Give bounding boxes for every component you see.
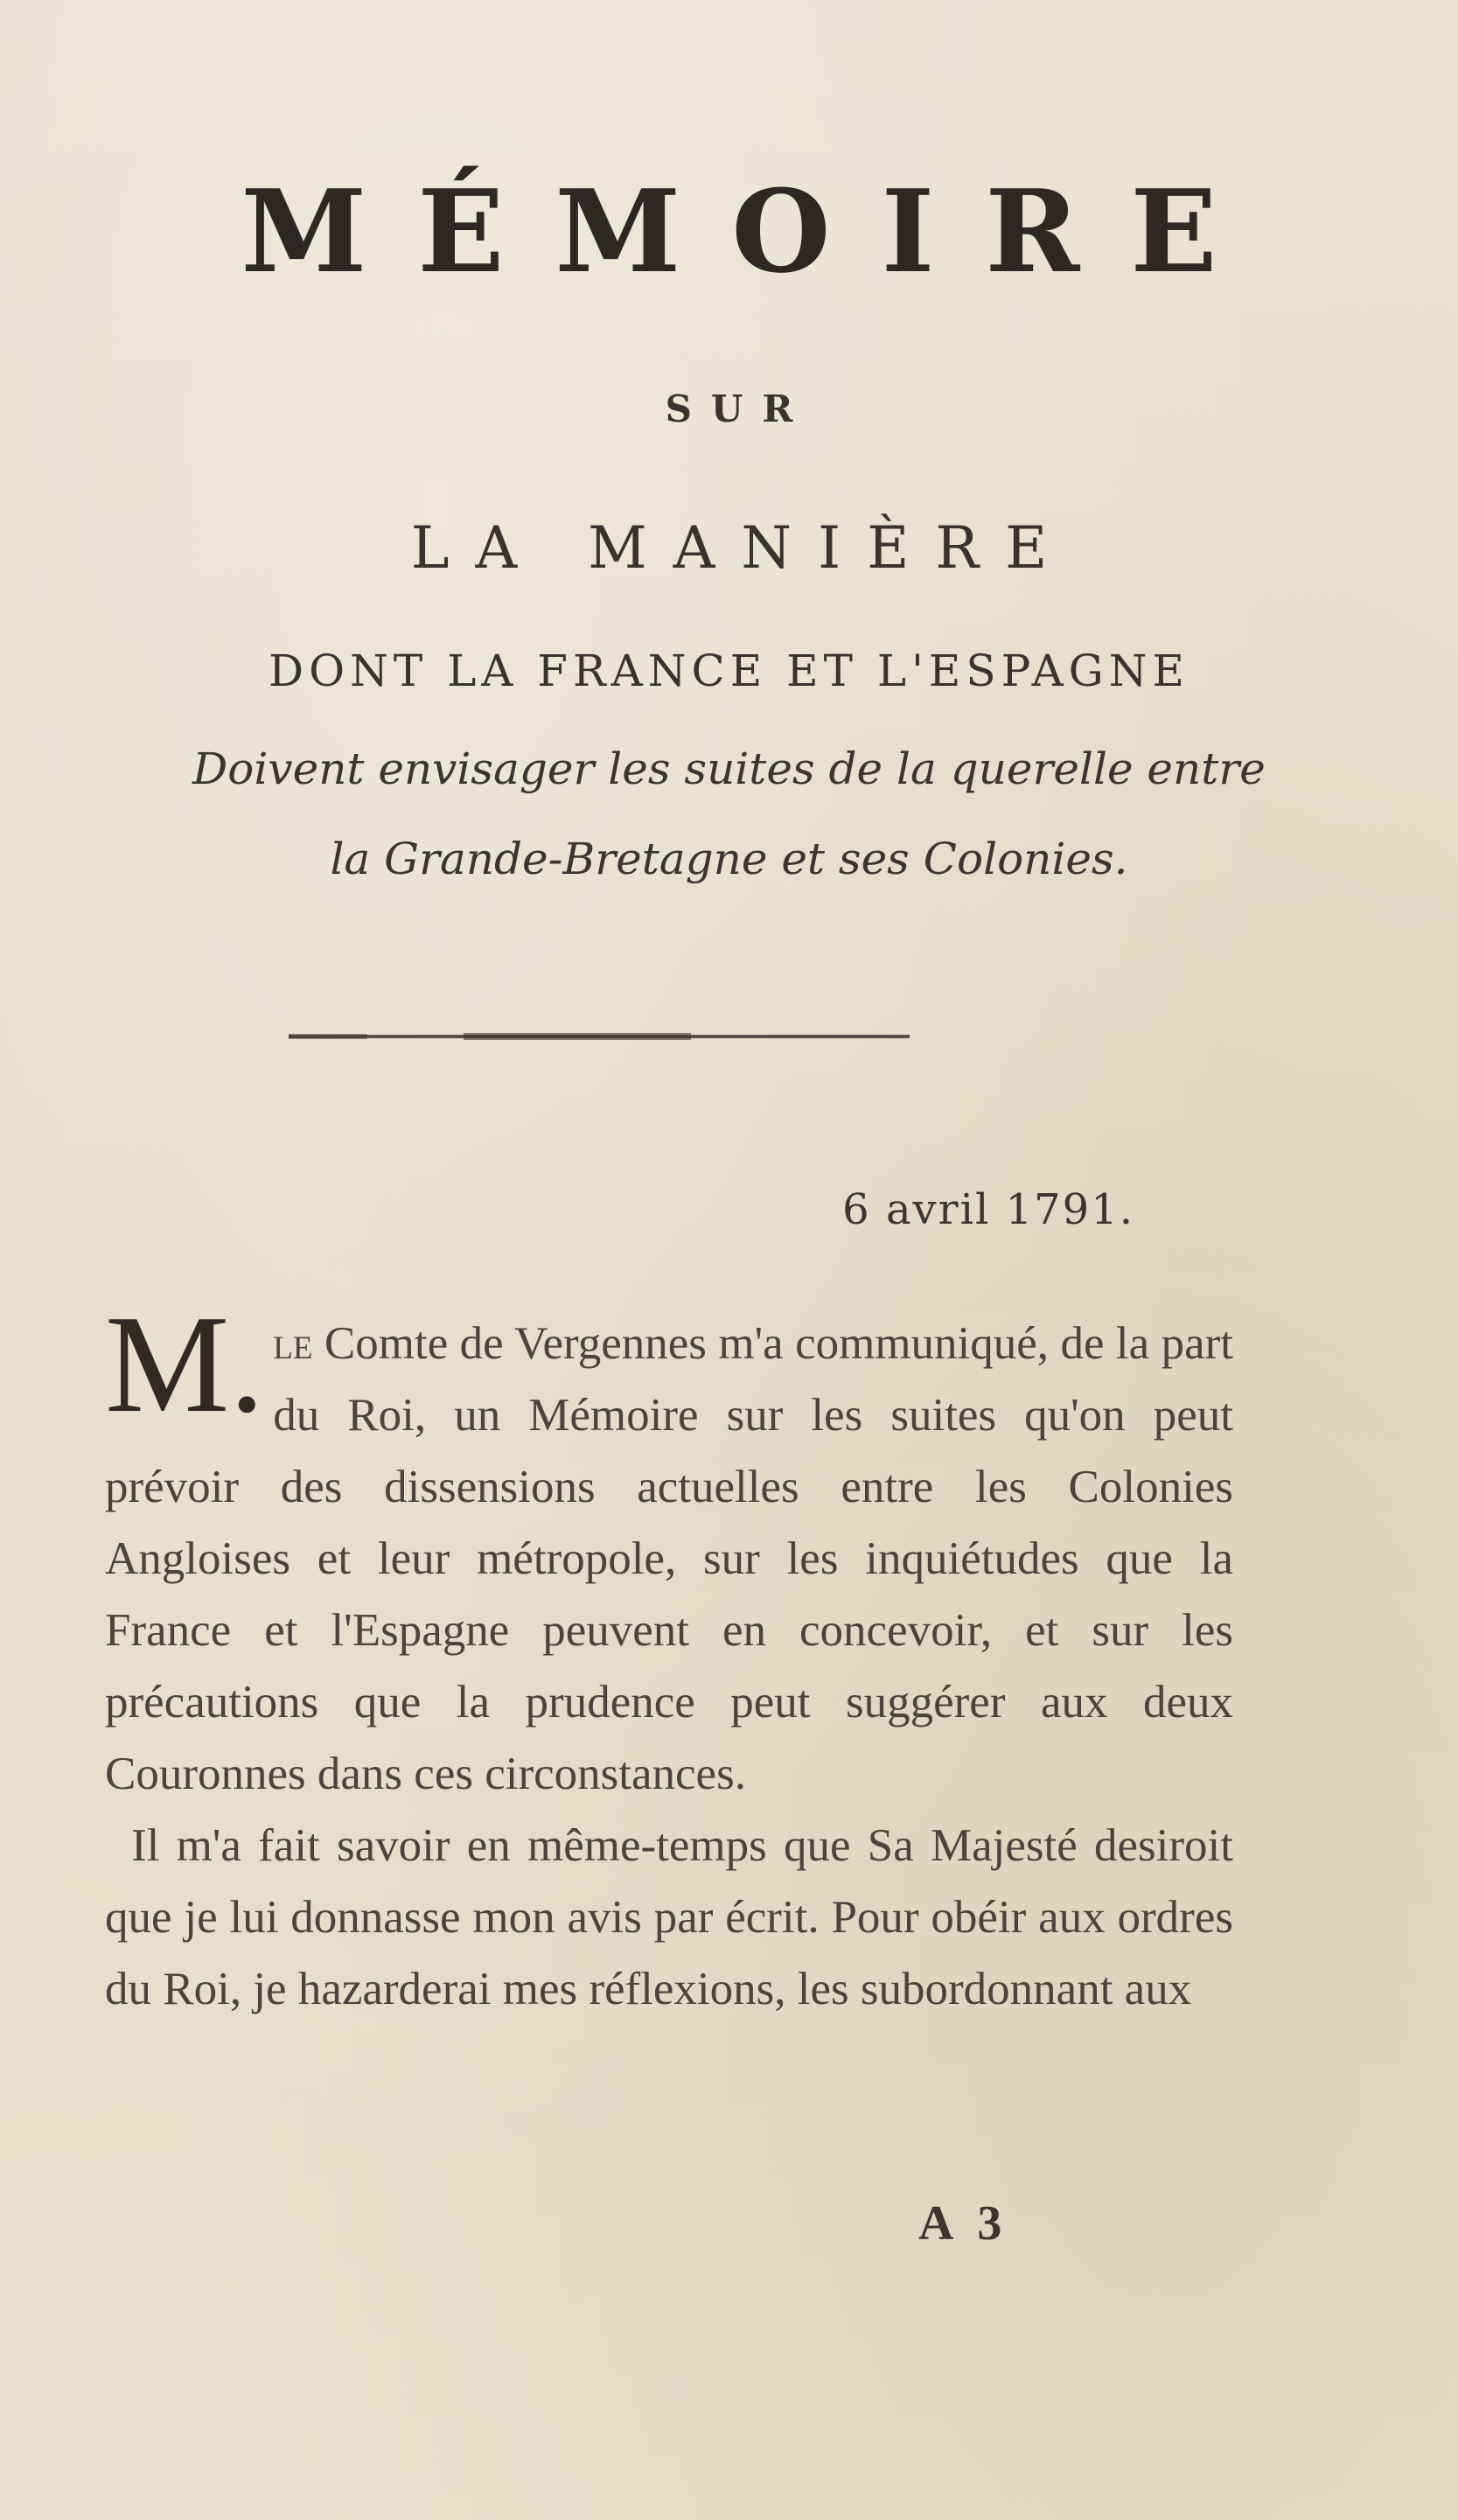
- subtitle-line-1: Doivent envisager les suites de la querelle entre: [192, 743, 1266, 794]
- small-caps-word: le: [273, 1318, 313, 1369]
- signature-mark: A 3: [918, 2196, 1009, 2251]
- title-sur: SUR: [665, 387, 813, 430]
- title-dont: DONT LA FRANCE ET L'ESPAGNE: [269, 646, 1189, 696]
- paragraph-2: Il m'a fait savoir en même-temps que Sa Majesté desiroit que je lui donnasse mon avis par écrit. Pour obéir aux ordres du Roi, je hazarderai mes réflexions, les subordonnant aux: [105, 1820, 1233, 2014]
- paragraph-1-text: Comte de Vergennes m'a communiqué, de la part du Roi, un Mémoire sur les suites qu'on peut prévoir des dissensions actuelles entre les Colonies Angloises et leur métropole, sur les inquiétudes que la France et l'Espagne peuvent en concevoir, et sur les précautions que la prudence peut suggérer aux deux Couronnes dans ces circonstances.: [105, 1318, 1233, 1799]
- subtitle-line-2: la Grande-Bretagne et ses Colonies.: [330, 834, 1128, 884]
- ornamental-rule: [289, 1032, 910, 1041]
- date: 6 avril 1791.: [842, 1185, 1134, 1234]
- body-text: [105, 1286, 1233, 2025]
- title-maniere: LA MANIÈRE: [410, 514, 1074, 582]
- page-title: MÉMOIRE: [241, 164, 1268, 298]
- drop-cap: M.: [105, 1286, 265, 1441]
- paragraph-1: [105, 1286, 1233, 1810]
